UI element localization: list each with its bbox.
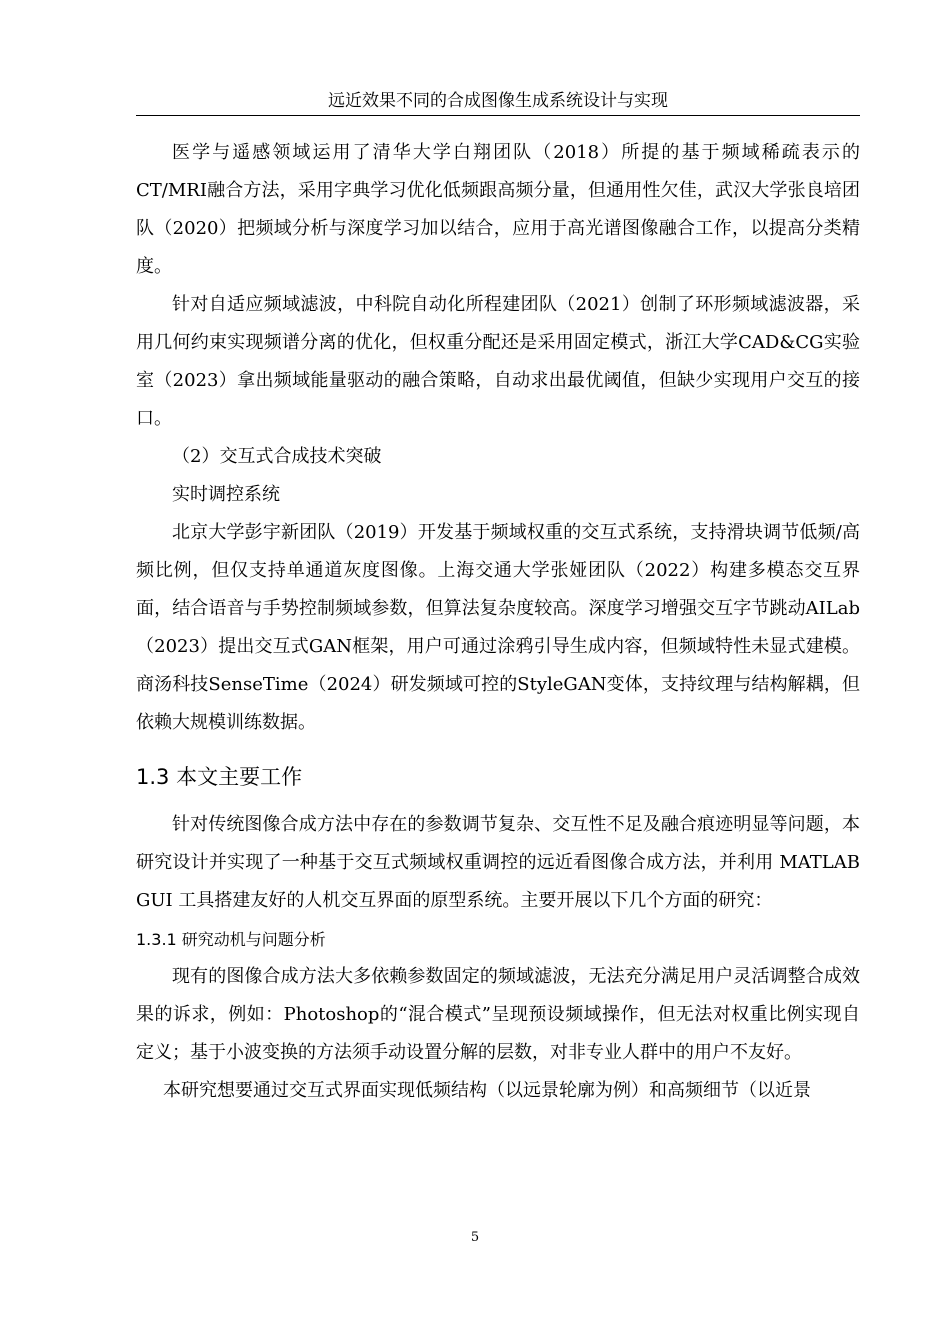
page-body (136, 134, 860, 1110)
paragraph-motivation: 现有的图像合成方法大多依赖参数固定的频域滤波，无法充分满足用户灵活调整合成效果的诉求，例如：Photoshop的“混合模式”呈现预设频域操作，但无法对权重比例实现自定义；基于小波变换的方法须手动设置分解的层数，对非专业人群中的用户不友好。 (136, 966, 860, 1063)
running-header: 远近效果不同的合成图像生成系统设计与实现 (136, 88, 860, 116)
paragraph-research-goal: 本研究想要通过交互式界面实现低频结构（以远景轮廓为例）和高频细节（以近景 (163, 1080, 811, 1101)
paragraph-adaptive-filtering: 针对自适应频域滤波，中科院自动化所程建团队（2021）创制了环形频域滤波器，采用几何约束实现频谱分离的优化，但权重分配还是采用固定模式，浙江大学CAD&CG实验室（2023）拿出频域能量驱动的融合策略，自动求出最优阈值，但缺少实现用户交互的接口。 (136, 294, 860, 429)
subsection-heading: 1.3.1 研究动机与问题分析 (136, 930, 326, 949)
page-number: 5 (470, 1230, 480, 1245)
paragraph-medical-remote-sensing: 医学与遥感领域运用了清华大学白翔团队（2018）所提的基于频域稀疏表示的CT/MRI融合方法，采用字典学习优化低频跟高频分量，但通用性欠佳，武汉大学张良培团队（2020）把频域分析与深度学习加以结合，应用于高光谱图像融合工作，以提高分类精度。 (136, 142, 860, 277)
paragraph-main-work-intro: 针对传统图像合成方法中存在的参数调节复杂、交互性不足及融合痕迹明显等问题，本研究设计并实现了一种基于交互式频域权重调控的远近看图像合成方法，并利用 MATLAB GUI 工具搭建友好的人机交互界面的原型系统。主要开展以下几个方面的研究： (136, 814, 860, 911)
paragraph-interactive-systems: 北京大学彭宇新团队（2019）开发基于频域权重的交互式系统，支持滑块调节低频/高频比例，但仅支持单通道灰度图像。上海交通大学张娅团队（2022）构建多模态交互界面，结合语音与手势控制频域参数，但算法复杂度较高。深度学习增强交互字节跳动AILab（2023）提出交互式GAN框架，用户可通过涂鸦引导生成内容，但频域特性未显式建模。商汤科技SenseTime（2024）研发频域可控的StyleGAN变体，支持纹理与结构解耦，但依赖大规模训练数据。 (136, 522, 860, 733)
list-heading-interactive-synthesis: （2）交互式合成技术突破 (172, 446, 382, 467)
section-heading: 1.3 本文主要工作 (136, 765, 303, 789)
sub-heading-realtime-control: 实时调控系统 (172, 484, 280, 505)
